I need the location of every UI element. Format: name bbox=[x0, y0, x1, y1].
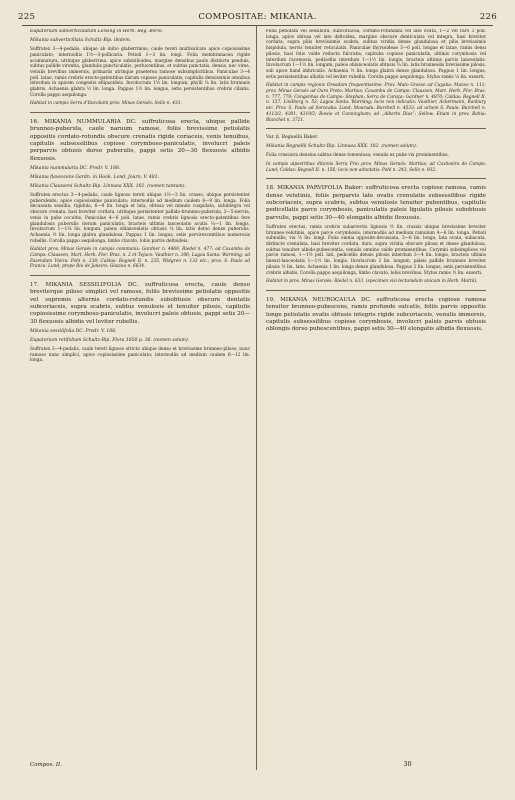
section-rule bbox=[266, 128, 486, 129]
page-number-right: 226 bbox=[479, 12, 497, 22]
text-block-l1: Eupatorium subverticillatum Lessing in Herb. Reg. Berol. bbox=[30, 29, 164, 34]
text-block-r2: Habitat in campis regionis Oreadum frequentissime. Prov. Mato Grosso ad Cuyaba: Manso n. 111; prov. Minas Geraës ad Ouro Preto: Martius; Caxambu de Campo: Claussen, Mart. Herb. Flor. Bras. n. 777, 779; Congonhas do Campo: Stephan; Serra de Caraça: Gardner n. 4870; Caldas: Regnell II. n. 157, Lindberg n. 53; Lagoa Santa: Warming; locis non indicatis: Vauthier, Ackermann, Banbury etc. Prov. S. Paulo ad Sorocaba: Lund; Mourada: Burchell n. 4533; ad urbem S. Paulo: Burchell n. 4113/2, 4301, 4319/2; Bowie et Cunningham; ad „Alberto Dias“: Sellow. Etiam in prov. Bahia: Blanchet n. 3721. bbox=[266, 83, 486, 123]
page-number-left: 225 bbox=[18, 12, 36, 22]
section-rule bbox=[266, 290, 486, 291]
text-block-r7: In campis alpestribus ditionis Serra Frio prov. Minas Geraës: Martius; ad Caxhoeira do Campo: Lund; Caldas: Regnell II. n. 156; locis non adnotatis: Pohl n. 243, Sello n. 932. bbox=[266, 162, 486, 173]
text-block-l2: Mikania subverticillata Schultz-Bip. ibidem. bbox=[30, 38, 132, 44]
text-block-l9: Mikania Clausseni Schultz-Bip. Linnaea XXX. 182. (nomen tantum). bbox=[30, 184, 186, 189]
right-column bbox=[266, 29, 486, 769]
column-divider bbox=[256, 25, 257, 770]
text-block-l7: Mikania nummularia DC. Prodr. V. 188. bbox=[30, 165, 121, 171]
text-block-r1: Folia petiolata vel sessiliora, subcoriacea, cordato-rotundata vel late ovata, 1—2 vel raro 3 poll. longa, apice obtusa vel late deltoidea, margine obscure denticulata vel integra, basi breviter cordata, supra pilis brevissimis scabra, subtus viridia dense glandulosa et pilis brevissimis hispidula, nervis tenuiter reticulatis. Paniculae thyrsoideae 3—6 poll. longae et latae, ramis densi pilosis, basi folio valde reducta fulcratis; capitulis copiose paniculatis, ultimis corymbosis vel interdum racemosis, pedicellis interdum 1—1½ lin. longis, bracteis ultimis parvis lanceolatis. Involucrum 1—1½ lin. longum, paleis oblanceolatis obtusis ¼ lin. latis brunneolis brevissime pilosis, sub apice hand imbricatis. Achaenia ½ lin. longa glabra dense glandulosa. Pappus 1 lin. longus, setis persistentibus albidis vel leviter rubellis. Corolla pappo aequilonga. Stylus ramis ¼ lin. exserti. bbox=[266, 29, 486, 80]
text-block-l8: Mikania flavescens Gardn. in Hook. Lond. Journ. V. 481. bbox=[30, 174, 160, 180]
text-block-l10: Suffrutex erectus 3—4-pedalis, caule lignoso tereti ubique 1½—3 lin. crasso, ubique persistenter puberulente, apice copiosissime paniculato; internodiis ad medium caulem 6—9 lin. longa. Folia decussata sessilia, rigidula, 6—9 lin. longa et lata, obtusa vel minute cuspidata, subintegra vel obscure crenata, basi breviter cordata, utrinque persistenter pallido-brunneo-puberula, 3—5-nervia, venis in pube occultis. Paniculae 4—6 poll. latae, ramis crebris lignosis erecto-patentibus fere glandulosis puberulis iterum paniculatis, bracteis ultimis lanceolatis acutis ¼—1 lin. longis. Involucrum 1—1¼ lin. longum, paleis oblanceolatis obtusis ¼ lin. latis dorso dense puberulis. Achaenia ½ lin. longa glabra glandulosa. Pappus 1 lin. longus, setis pervirescentibus numerosis rubellis. Corolla pappo aequilonga, limbo clavato, lobis parvis deltoideis. bbox=[30, 193, 250, 244]
section-rule bbox=[30, 275, 250, 276]
text-block-l15: Eupatorium retifolium Schultz-Bip. Flora 1850 p. 36. (nomen solum). bbox=[30, 338, 190, 344]
text-block-r6: Folia crassiora densius subtus dense tomentosa; venulis ex pube vix prominentibus. bbox=[266, 153, 449, 159]
text-block-r4: Var. β. Regnellii Baker. bbox=[266, 135, 319, 141]
text-block-l16: Suffrutex 3—4-pedalis, caule tereti lignoso stricto ubique denso et brevissime brunneo-piloso, nunc ramoso nunc simplici, apice copiosissime paniculato; internodiis ad medium caulem 6—12 lin. longa. bbox=[30, 347, 250, 364]
running-title: COMPOSITAE: MIKANIA. bbox=[198, 12, 317, 22]
text-block-r13: 19. MIKANIA NEUROCAULA DC. suffruticosa erecta copiose ramosa tenuiter brunneo-pubescens, ramis profunde sulcatis, foliis parvis oppositis longe petiolatis ovatis obtusis integris rigide subcoriaceis, venulis immersis, capitulis subsessilibus copiose corymbosis, involucri paleis parvis obtusis oblongis dorso pubescentibus, pappi setis 30—40 elongatis albidis flexuosis. bbox=[266, 296, 486, 333]
text-block-l3: Suffrutex 3—4-pedalis, ubique ab initio glaberrimus, caule tereti multisulcato apice copiosissime paniculato; internodiis 1½—3-pollicaria. Petioli 1—3 lin. longi. Folia membranacea rigide acuminatura, utrinque glaberrima, apice submilioidea, margine densibus paulo distincte penduls, subtus pallide virentia, glandulis puncticulatis, perlucentibus, et subtus punctatis, densis, nec vires, venulis brevibus immersis, primariis utrinque praeterea ramose subsimplicitibus. Paniculae 3—4 poll. latae, ramis crebris erecto-patentibus ilarum copiose paniculatis, capitulis densissimis omnibus interdum in apicem congestis ellipsoideis. Involucrum 1½ lin. longum, phylli ¼ lin. latis brunneis glabris. Achaenia glabra ½ lin. longa. Pappus 1½ lin. longus, setis persistentibus crebris ciliatis. Corolla pappo aequilonga. bbox=[30, 47, 250, 98]
section-rule bbox=[266, 178, 486, 179]
left-column bbox=[30, 29, 250, 769]
signature-mark: Compos. II. bbox=[30, 762, 62, 768]
text-block-r5: Mikania Regnellii Schultz-Bip. Linnaea XXX. 182. (nomen solum). bbox=[266, 144, 418, 150]
text-block-l14: Mikania sessilifolia DC. Prodr. V. 188. bbox=[30, 328, 117, 334]
section-rule bbox=[30, 112, 250, 113]
text-block-l11: Habitat prov. Minas Geraës in campis communis: Gardner n. 4469, Riedel n. 477; ad Caxambu de Campo: Claussen, Mart. Herb. Flor. Bras. n. 2 et Tejuco: Vauthier n. 306; Lagoa Santa: Warming; ad Fazendam Vieira: Pohl n. 238; Caldas: Regnell II. n. 235, Widgren n. 133 etc.; prov. S. Paulo ad Franca: Lund; prope Rio de Janeiro: Glaziou n. 6634. bbox=[30, 247, 250, 270]
text-block-r11: Habitat in prov. Minas Geraës: Riedel n. 633. (specimen visi lectumdum unicum in Herb. Martii). bbox=[266, 279, 478, 285]
header-rule bbox=[22, 25, 493, 26]
text-block-l4: Habitat in campis Serra d’Itacolumi prov. Minas Geraës: Sello n. 433. bbox=[30, 101, 182, 107]
text-block-r9: 18. MIKANIA PARVIFOLIA Baker: suffruticosa erecta copiose ramosa, ramis dense velutinis, foliis perparvis late ovatis crenulatis subsessilibus rigide subcoriaceis, supra scabris, subtus venulosis tenuiter pubentibus, capitulis pedicellatis parce corymbosis, paniculatis paleis ligulatis pilosis subobtusis parvulis, pappi setis 30—40 elongatis albidis flexuosis. bbox=[266, 185, 486, 221]
text-block-r10: Suffrutex erectus, ramis crebris subarrectis lignosis ½ lin. crassis ubique brevissime breviter brunneo-velutinis, apice parce corymbosis; internodiis ad medium ramulum 4—6 lin. longa. Petioli subnullis, via ½ lin. longi. Folia omnia opposito-decussata, 3—6 lin. longa, lata ovata, subacuta, distincte crenulata, basi breviter cordata, dura, supra viridia obscure pilosa et dense glandulosa, subtus tenuiter albido-pubescentia, venulis omnino valde prominentibus. Corymbi subsimplices vel parce ramosi, 1—1½ poll. lati, pedicellis densis pilosis interdum 3—4 lin. longis, bracteis ultimis lineari-lanceolatis 1—1½ lin. longis. Involucrum 2 lin. longum, paleis pallide brunneis breviter pilosis ½ lin. latis. Achaenia 1 lin. longa dense glandulosa. Pappus 2 lin. longus, setis persistentibus crebris albidis. Corolla pappo aequilonga, limbo clavato, lobis brevibus. Stylus ramis ½ lin. exserti. bbox=[266, 224, 486, 276]
text-block-l6: 16. MIKANIA NUMMULARIA DC. suffruticosa erecta, ubique pallide brunneo-puberula, caule naruum ramose, foliis brevissime petiolatis oppositis cordato-rotundis obscure crenatis rigide coriaceis, venis tenuibus, capitulis subsessilibus copiose corymboso-paniculatis, involucri paleis perparvis obtusis dorso puberulis, pappi setis 20—30 flexuosis albidis flexuosis. bbox=[30, 119, 250, 162]
text-block-l13: 17. MIKANIA SESSILIFOLIA DC. suffruticosa erecta, caule denso breviterque piloso simplici vel ramose, foliis brevissime petiolatis oppositis vel supremis alternis cordato-rotundis subobtusis obscure dentatis subcoriaceis, supra scabris, subtus venulosis et tenuiter pilosis, capitulis copiosissime corymboso-paniculatis, involucri paleis obtusis, pappi setis 20—30 flexuosis albidis vel leviter rubellis. bbox=[30, 282, 250, 325]
sheet-number: 30 bbox=[403, 760, 412, 768]
